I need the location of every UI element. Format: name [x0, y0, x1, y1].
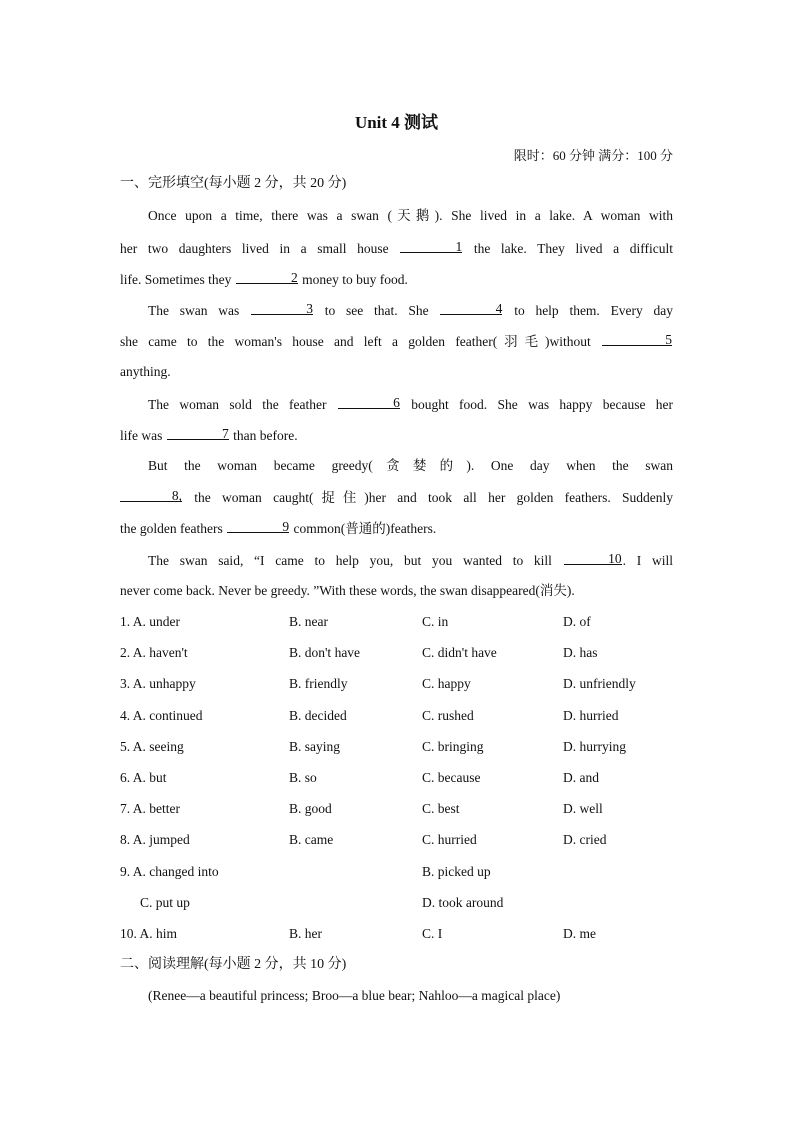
option-d[interactable]: D. well [563, 801, 603, 817]
option-c[interactable]: C. I [422, 926, 443, 941]
option-b[interactable]: B. don't have [289, 645, 361, 661]
option-b[interactable]: B. friendly [289, 676, 348, 692]
option-c[interactable]: C. rushed [422, 707, 474, 723]
blank-7[interactable]: 7 [167, 425, 229, 440]
option-a[interactable]: 8. A. jumped [120, 832, 190, 848]
option-d[interactable]: D. cried [563, 832, 607, 848]
option-c[interactable]: C. best [422, 801, 460, 817]
option-c[interactable]: C. hurried [422, 832, 477, 848]
page-title: Unit 4 测试 [354, 113, 439, 132]
option-c[interactable]: C. happy [422, 676, 471, 692]
option-d[interactable]: D. took around [422, 895, 504, 910]
passage-line: The swan said, “I came to help you, but you wanted to kill 10 . I will [148, 551, 674, 568]
passage-line: life was 7 than before. [120, 426, 298, 443]
blank-4[interactable]: 4 [440, 300, 502, 315]
option-c[interactable]: C. because [422, 770, 481, 785]
passage-line: she came to the woman's house and left a golden feather(羽毛)without 5 [120, 332, 672, 349]
time-limit: 限时：60 分钟 满分：100 分 [513, 148, 673, 163]
option-c[interactable]: C. put up [140, 895, 190, 910]
passage-line: life. Sometimes they 2 money to buy food. [120, 270, 408, 287]
passage-line: Once upon a time, there was a swan (天鹅). She lived in a lake. A woman with [148, 208, 673, 223]
document-page [120, 0, 673, 1123]
option-a[interactable]: 10. A. him [120, 926, 178, 941]
option-c[interactable]: C. in [422, 614, 449, 629]
passage-line: never come back. Never be greedy. ”With these words, the swan disappeared(消失). [120, 583, 575, 598]
option-d[interactable]: D. has [563, 645, 598, 661]
option-a[interactable]: 4. A. continued [120, 707, 203, 723]
option-d[interactable]: D. me [563, 926, 596, 941]
blank-3[interactable]: 3 [251, 300, 313, 315]
option-b[interactable]: B. picked up [422, 864, 491, 879]
option-a[interactable]: 2. A. haven't [120, 645, 188, 661]
passage-line: 8, the woman caught(捉住)her and took all her golden feathers. Suddenly [120, 487, 673, 507]
section2-heading: 二、阅读理解(每小题 2 分，共 10 分) [120, 957, 347, 972]
option-b[interactable]: B. decided [289, 707, 347, 723]
blank-9[interactable]: 9 [227, 518, 289, 533]
passage-line: The woman sold the feather 6 bought food. She was happy because her [148, 395, 674, 412]
blank-5[interactable]: 5 [602, 331, 672, 346]
option-d[interactable]: D. of [563, 614, 591, 629]
option-a[interactable]: 6. A. but [120, 770, 167, 785]
option-a[interactable]: 5. A. seeing [120, 738, 184, 754]
option-a[interactable]: 9. A. changed into [120, 864, 219, 879]
blank-6[interactable]: 6 [338, 394, 400, 409]
blank-2[interactable]: 2 [236, 269, 298, 284]
option-d[interactable]: D. unfriendly [563, 676, 636, 692]
blank-1[interactable]: 1 [400, 238, 462, 253]
passage-line: her two daughters lived in a small house 1 the lake. They lived a difficult [120, 239, 674, 256]
option-b[interactable]: B. saying [289, 738, 341, 754]
blank-8[interactable]: 8, [120, 487, 182, 502]
option-d[interactable]: D. hurrying [563, 738, 626, 754]
passage-line: But the woman became greedy(贪婪的). One day when the swan [148, 458, 673, 473]
option-c[interactable]: C. bringing [422, 738, 484, 754]
section2-intro: (Renee—a beautiful princess; Broo—a blue bear; Nahloo—a magical place) [148, 988, 561, 1003]
passage-line: The swan was 3 to see that. She 4 to help them. Every day [148, 301, 674, 318]
option-a[interactable]: 3. A. unhappy [120, 676, 196, 692]
section1-heading: 一、完形填空(每小题 2 分，共 20 分) [120, 176, 347, 191]
option-d[interactable]: D. and [563, 770, 599, 785]
option-a[interactable]: 7. A. better [120, 801, 180, 817]
option-a[interactable]: 1. A. under [120, 614, 180, 629]
option-b[interactable]: B. so [289, 770, 317, 785]
option-b[interactable]: B. her [289, 926, 322, 941]
option-b[interactable]: B. near [289, 614, 328, 629]
passage-line: the golden feathers 9 common(普通的)feathers. [120, 519, 437, 536]
option-b[interactable]: B. good [289, 801, 332, 817]
passage-line: anything. [120, 364, 171, 379]
option-b[interactable]: B. came [289, 832, 334, 848]
option-c[interactable]: C. didn't have [422, 645, 497, 661]
option-d[interactable]: D. hurried [563, 707, 619, 723]
blank-10[interactable]: 10 [564, 550, 622, 565]
